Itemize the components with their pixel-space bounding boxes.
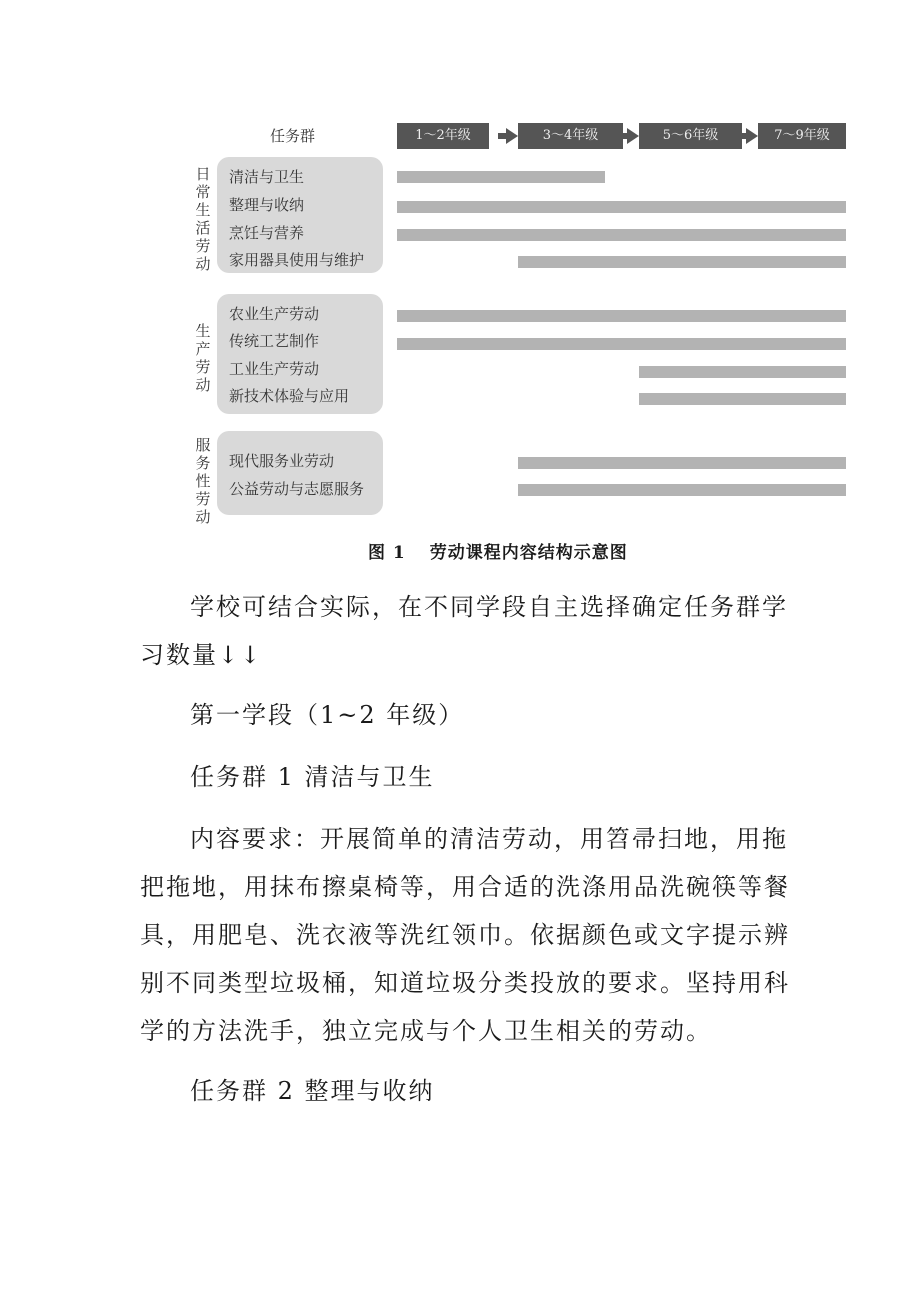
group-box-service — [217, 431, 383, 515]
content-requirements-paragraph: 内容要求：开展简单的清洁劳动，用笤帚扫地，用拖把拖地，用抹布擦桌椅等，用合适的洗涤用品洗碗筷等餐具，用肥皂、洗衣液等洗红领巾。依据颜色或文字提示辨别不同类型垃圾桶，知道垃圾分类投放的要求。坚持用科学的方法洗手，独立完成与个人卫生相关的劳动。 — [140, 825, 790, 1045]
paragraph-intro: 学校可结合实际，在不同学段自主选择确定任务群学习数量↓↓ — [140, 593, 788, 669]
task-label: 新技术体验与应用 — [229, 387, 350, 405]
grade-range-bar — [397, 201, 846, 213]
figure-caption — [368, 538, 628, 563]
group-label-service: 服务性劳动 — [195, 436, 211, 526]
grade-box-2: 3～4年级 — [518, 123, 623, 149]
task-label: 公益劳动与志愿服务 — [229, 480, 365, 498]
task-label: 整理与收纳 — [229, 196, 305, 214]
task-label: 农业生产劳动 — [229, 305, 320, 323]
task-group-header: 任务群 — [270, 127, 316, 145]
arrow-icon — [506, 128, 518, 144]
task-label: 烹饪与营养 — [229, 224, 305, 242]
arrow-icon — [627, 128, 639, 144]
task-label: 传统工艺制作 — [229, 332, 320, 350]
grade-range-bar — [518, 457, 846, 469]
task-label: 清洁与卫生 — [229, 168, 305, 186]
task-label: 现代服务业劳动 — [229, 452, 335, 470]
grade-box-4: 7～9年级 — [758, 123, 846, 149]
figure-number: 图 1 — [368, 543, 406, 563]
task-label: 家用器具使用与维护 — [229, 251, 365, 269]
section-heading-stage-1: 第一学段（1~2 年级） — [190, 701, 465, 729]
grade-range-bar — [397, 229, 846, 241]
figure-title: 劳动课程内容结构示意图 — [429, 543, 628, 563]
grade-range-bar — [518, 484, 846, 496]
grade-range-bar — [397, 338, 846, 350]
group-label-daily-life: 日常生活劳动 — [195, 165, 211, 273]
grade-range-bar — [639, 393, 846, 405]
task-group-heading-2: 任务群 2 整理与收纳 — [190, 1077, 435, 1105]
course-structure-figure — [0, 0, 920, 580]
grade-range-bar — [518, 256, 846, 268]
group-label-production: 生产劳动 — [195, 322, 211, 394]
grade-range-bar — [639, 366, 846, 378]
task-label: 工业生产劳动 — [229, 360, 320, 378]
grade-range-bar — [397, 171, 605, 183]
grade-range-bar — [397, 310, 846, 322]
arrow-icon — [746, 128, 758, 144]
grade-box-1: 1～2年级 — [397, 123, 489, 149]
grade-box-3: 5～6年级 — [639, 123, 742, 149]
task-group-heading-1: 任务群 1 清洁与卫生 — [190, 763, 435, 791]
